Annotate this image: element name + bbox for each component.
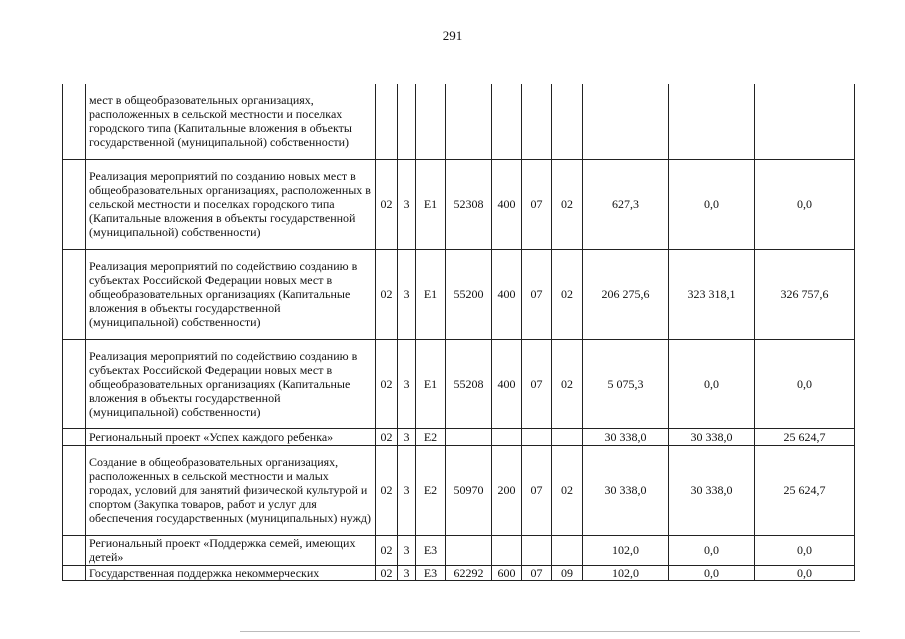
code-cell — [492, 84, 522, 159]
value-cell: 0,0 — [669, 339, 755, 428]
budget-table — [62, 84, 855, 581]
code-cell — [522, 84, 552, 159]
value-cell: 627,3 — [583, 159, 669, 249]
code-cell: E1 — [416, 159, 446, 249]
code-cell: 3 — [398, 249, 416, 339]
code-cell: 02 — [552, 159, 583, 249]
code-cell — [552, 535, 583, 565]
code-cell: 55208 — [446, 339, 492, 428]
value-cell: 30 338,0 — [583, 445, 669, 535]
code-cell — [552, 84, 583, 159]
code-cell: 07 — [522, 339, 552, 428]
value-cell: 206 275,6 — [583, 249, 669, 339]
code-cell: 02 — [376, 249, 398, 339]
blank-cell — [63, 428, 86, 445]
value-cell: 25 624,7 — [755, 428, 855, 445]
code-cell — [522, 428, 552, 445]
blank-cell — [63, 445, 86, 535]
code-cell: E2 — [416, 428, 446, 445]
row-name: Региональный проект «Успех каждого ребенка» — [86, 428, 376, 445]
code-cell: 3 — [398, 428, 416, 445]
value-cell: 0,0 — [755, 339, 855, 428]
value-cell: 326 757,6 — [755, 249, 855, 339]
value-cell: 25 624,7 — [755, 445, 855, 535]
code-cell — [552, 428, 583, 445]
row-name: мест в общеобразовательных организациях, расположенных в сельской местности и поселках городского типа (Капитальные вложения в объекты государственной (муниципальной) собственности) — [86, 84, 376, 159]
code-cell — [446, 84, 492, 159]
table-row — [63, 249, 855, 339]
blank-cell — [63, 159, 86, 249]
row-name: Реализация мероприятий по созданию новых мест в общеобразовательных организациях, расположенных в сельской местности и поселках городского типа (Капитальные вложения в объекты государственной (муниципальной) собственности) — [86, 159, 376, 249]
value-cell: 0,0 — [755, 159, 855, 249]
row-name: Реализация мероприятий по содействию созданию в субъектах Российской Федерации новых мест в общеобразовательных организациях (Капитальные вложения в объекты государственной (муниципальной) собственности) — [86, 249, 376, 339]
code-cell: 600 — [492, 565, 522, 580]
code-cell — [522, 535, 552, 565]
code-cell: 07 — [522, 445, 552, 535]
code-cell — [376, 84, 398, 159]
page-number: 291 — [442, 28, 463, 43]
code-cell: 3 — [398, 159, 416, 249]
code-cell: 62292 — [446, 565, 492, 580]
code-cell: 02 — [552, 339, 583, 428]
row-name: Реализация мероприятий по содействию созданию в субъектах Российской Федерации новых мест в общеобразовательных организациях (Капитальные вложения в объекты государственной (муниципальной) собственности) — [86, 339, 376, 428]
value-cell: 30 338,0 — [669, 445, 755, 535]
value-cell — [669, 84, 755, 159]
code-cell: 09 — [552, 565, 583, 580]
value-cell: 30 338,0 — [669, 428, 755, 445]
code-cell: 02 — [376, 159, 398, 249]
code-cell — [446, 428, 492, 445]
code-cell: E1 — [416, 339, 446, 428]
table-row — [63, 565, 855, 580]
code-cell: 07 — [522, 249, 552, 339]
code-cell: 07 — [522, 159, 552, 249]
value-cell: 102,0 — [583, 535, 669, 565]
code-cell: E3 — [416, 565, 446, 580]
code-cell: 55200 — [446, 249, 492, 339]
code-cell: 3 — [398, 565, 416, 580]
value-cell — [583, 84, 669, 159]
code-cell — [492, 428, 522, 445]
value-cell: 102,0 — [583, 565, 669, 580]
blank-cell — [63, 535, 86, 565]
code-cell: E1 — [416, 249, 446, 339]
code-cell: 02 — [376, 565, 398, 580]
row-name: Создание в общеобразовательных организациях, расположенных в сельской местности и малых городах, условий для занятий физической культурой и спортом (Закупка товаров, работ и услуг для обеспечения государственных (муниципальных) нужд) — [86, 445, 376, 535]
code-cell — [446, 535, 492, 565]
value-cell: 0,0 — [755, 565, 855, 580]
row-name: Региональный проект «Поддержка семей, имеющих детей» — [86, 535, 376, 565]
code-cell — [398, 84, 416, 159]
value-cell: 30 338,0 — [583, 428, 669, 445]
code-cell: 52308 — [446, 159, 492, 249]
value-cell: 0,0 — [755, 535, 855, 565]
value-cell: 5 075,3 — [583, 339, 669, 428]
table-row — [63, 339, 855, 428]
code-cell: 400 — [492, 159, 522, 249]
table-row — [63, 84, 855, 159]
code-cell: 200 — [492, 445, 522, 535]
code-cell: 400 — [492, 249, 522, 339]
scan-artifact-line — [240, 631, 860, 632]
row-name: Государственная поддержка некоммерческих — [86, 565, 376, 580]
blank-cell — [63, 339, 86, 428]
value-cell: 0,0 — [669, 535, 755, 565]
table-row — [63, 535, 855, 565]
blank-cell — [63, 565, 86, 580]
blank-cell — [63, 84, 86, 159]
code-cell: 07 — [522, 565, 552, 580]
value-cell: 0,0 — [669, 159, 755, 249]
code-cell — [416, 84, 446, 159]
code-cell — [492, 535, 522, 565]
code-cell: 02 — [552, 445, 583, 535]
code-cell: E2 — [416, 445, 446, 535]
value-cell — [755, 84, 855, 159]
table-row — [63, 445, 855, 535]
code-cell: 3 — [398, 339, 416, 428]
code-cell: 02 — [376, 428, 398, 445]
code-cell: 02 — [376, 535, 398, 565]
code-cell: 50970 — [446, 445, 492, 535]
blank-cell — [63, 249, 86, 339]
code-cell: 3 — [398, 445, 416, 535]
value-cell: 0,0 — [669, 565, 755, 580]
table-row — [63, 159, 855, 249]
table-row — [63, 428, 855, 445]
value-cell: 323 318,1 — [669, 249, 755, 339]
code-cell: 400 — [492, 339, 522, 428]
code-cell: 02 — [552, 249, 583, 339]
code-cell: 3 — [398, 535, 416, 565]
code-cell: 02 — [376, 339, 398, 428]
code-cell: 02 — [376, 445, 398, 535]
code-cell: E3 — [416, 535, 446, 565]
